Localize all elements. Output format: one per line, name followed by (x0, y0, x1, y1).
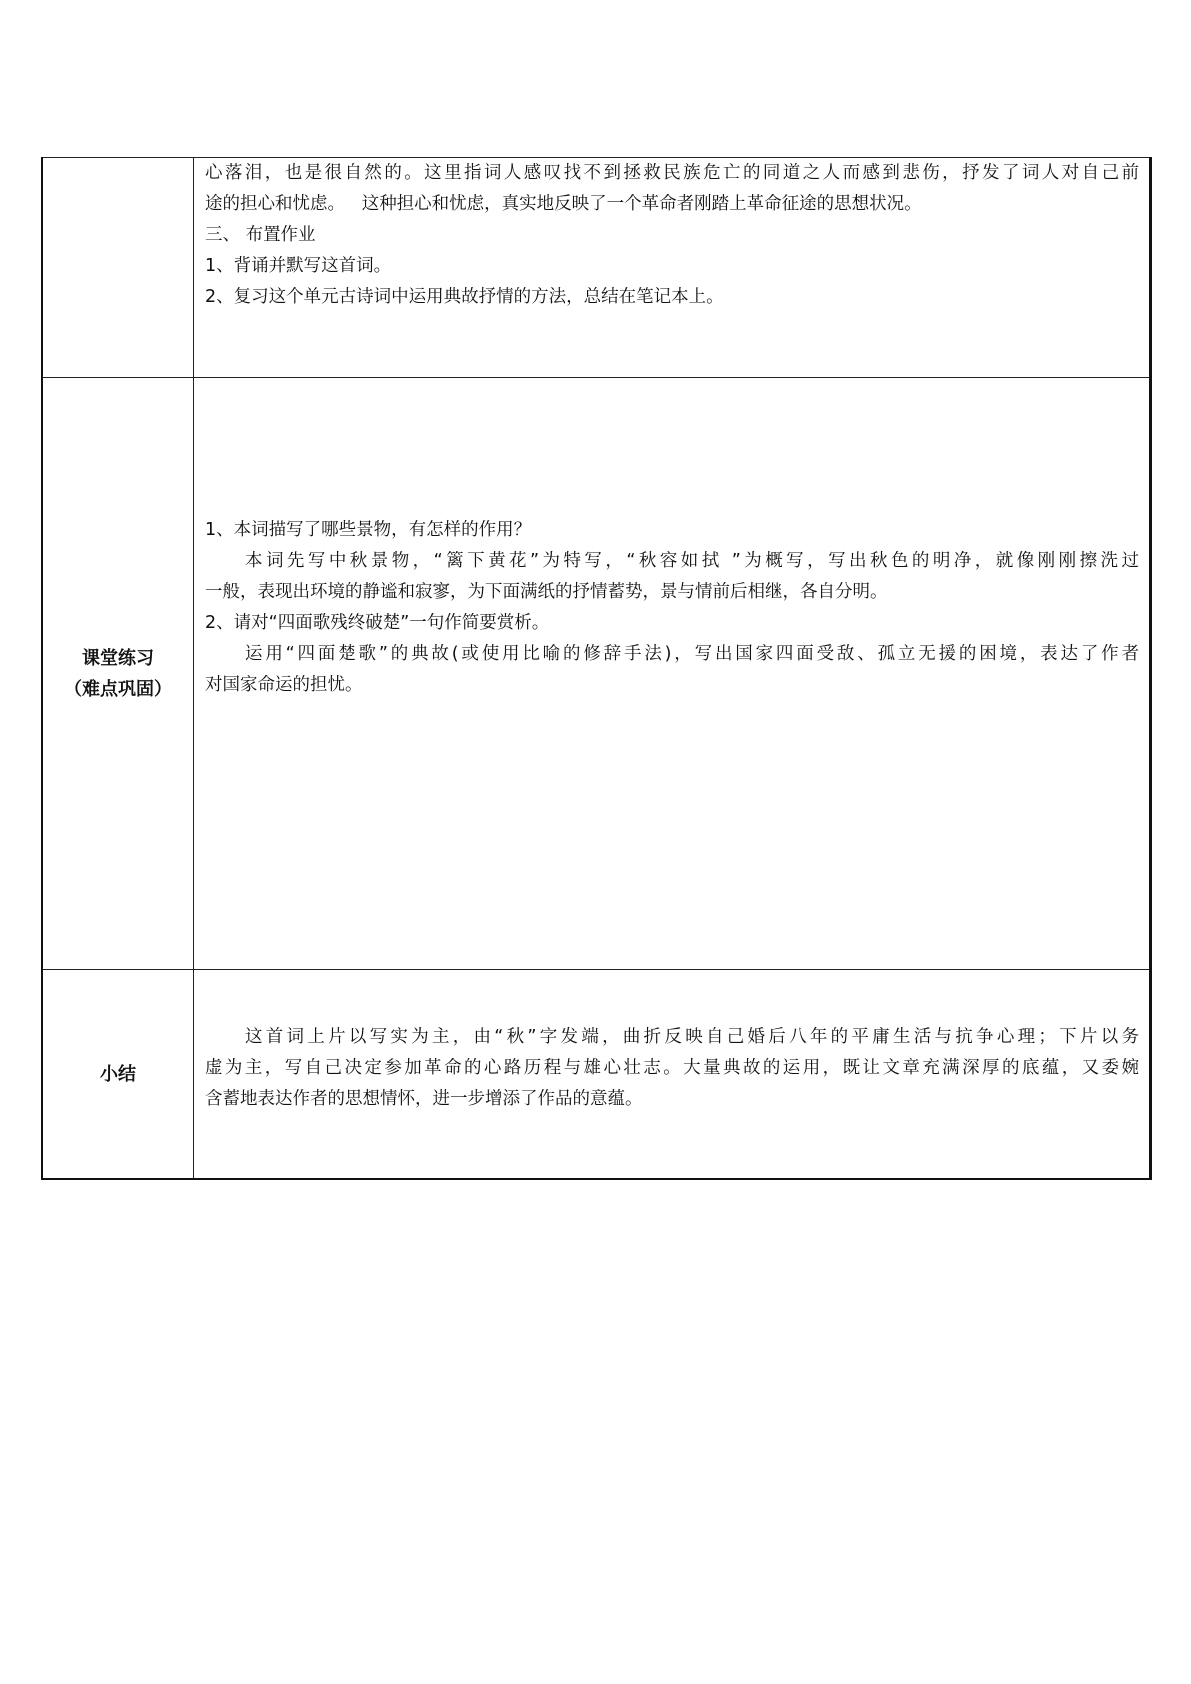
table-row (42, 970, 1151, 1180)
summary-line: 这首词上片以写实为主，由“秋”字发端，曲折反映自己婚后八年的平庸生活与抗争心理；下片以务 (245, 1026, 1139, 1047)
row-label-cell (42, 970, 194, 1180)
summary-content-cell (194, 970, 1151, 1180)
homework-content-cell (194, 158, 1151, 378)
exercise-content-cell (194, 378, 1151, 970)
homework-item: 2、复习这个单元古诗词中运用典故抒情的方法，总结在笔记本上。 (205, 287, 724, 307)
text-line: 途的担心和忧虑。 这种担心和忧虑，真实地反映了一个革命者刚踏上革命征途的思想状况。 (205, 194, 922, 214)
answer-line: 运用“四面楚歌”的典故(或使用比喻的修辞手法)，写出国家四面受敌、孤立无援的困境，表达了作者 (245, 644, 1139, 664)
question-line: 1、本词描写了哪些景物，有怎样的作用？ (205, 520, 532, 540)
answer-line: 对国家命运的担忧。 (205, 675, 363, 695)
lesson-plan-table (41, 157, 1152, 1180)
homework-item: 1、背诵并默写这首词。 (205, 256, 392, 276)
section-heading: 三、 布置作业 (205, 225, 316, 245)
summary-line: 含蓄地表达作者的思想情怀，进一步增添了作品的意蕴。 (205, 1088, 643, 1109)
row-label: 课堂练习 (82, 647, 154, 669)
row-label-cell (42, 378, 194, 970)
answer-line: 本词先写中秋景物，“篱下黄花”为特写，“秋容如拭 ”为概写，写出秋色的明净，就像刚刚擦洗过 (245, 551, 1139, 571)
table-row (42, 158, 1151, 378)
table-row (42, 378, 1151, 970)
row-label: 小结 (100, 1063, 136, 1085)
row-sublabel: （难点巩固） (64, 678, 172, 700)
row-label-cell (42, 158, 194, 378)
question-line: 2、请对“四面歌残终破楚”一句作简要赏析。 (205, 613, 550, 633)
summary-line: 虚为主，写自己决定参加革命的心路历程与雄心壮志。大量典故的运用，既让文章充满深厚的底蕴，又委婉 (205, 1057, 1139, 1078)
answer-line: 一般，表现出环境的静谧和寂寥，为下面满纸的抒情蓄势，景与情前后相继，各自分明。 (205, 582, 888, 602)
text-line: 心落泪，也是很自然的。这里指词人感叹找不到拯救民族危亡的同道之人而感到悲伤，抒发了词人对自己前 (205, 163, 1139, 183)
